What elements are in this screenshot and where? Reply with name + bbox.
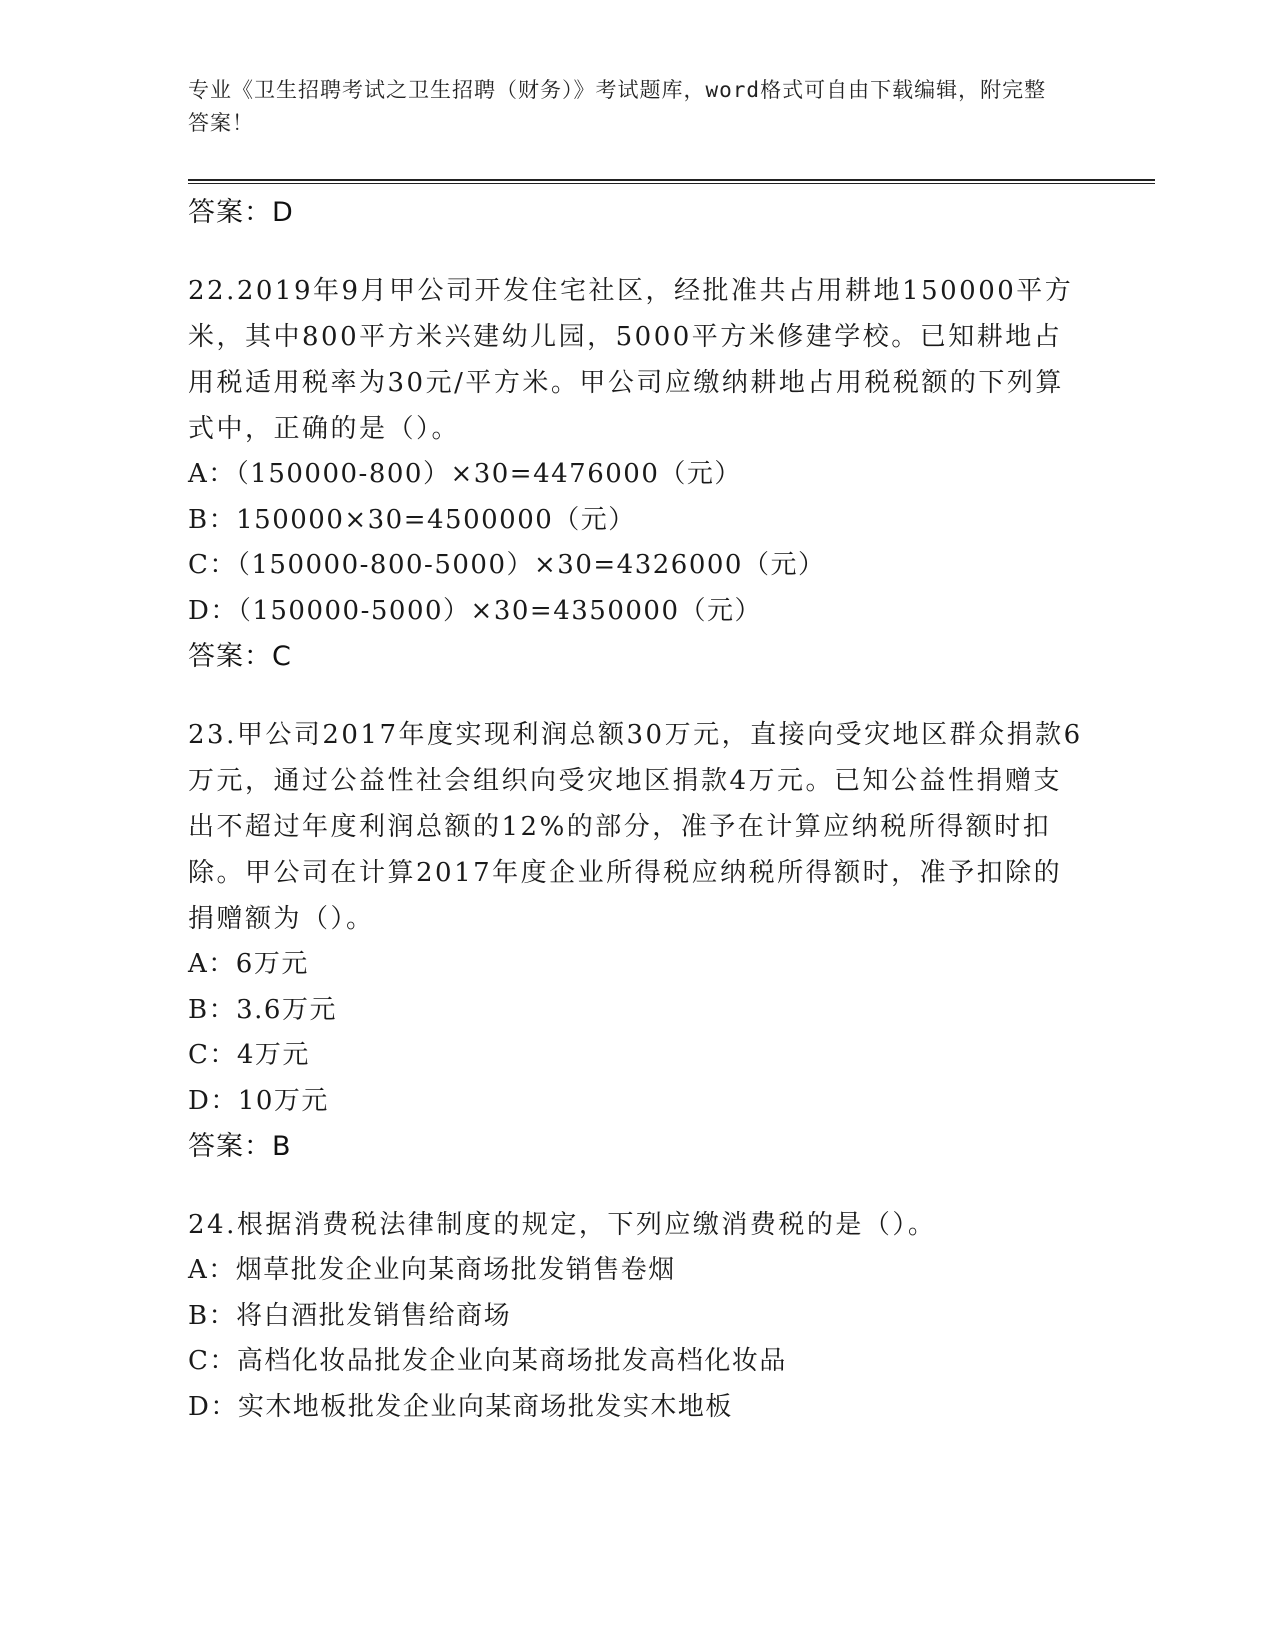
- header-divider-thin: [188, 183, 1155, 184]
- option-b: B：将白酒批发销售给商场: [188, 1300, 512, 1331]
- option-d: D：（150000-5000）×30=4350000（元）: [188, 595, 762, 626]
- option-a: A：6万元: [188, 949, 309, 979]
- option-d: D：10万元: [188, 1085, 329, 1116]
- question-23: [188, 712, 1088, 1170]
- option-d: D：实木地板批发企业向某商场批发实木地板: [188, 1391, 733, 1422]
- previous-answer: 答案：D: [188, 197, 294, 228]
- option-c: C：高档化妆品批发企业向某商场批发高档化妆品: [188, 1346, 787, 1376]
- page-header: 专业《卫生招聘考试之卫生招聘（财务）》考试题库，word格式可自由下载编辑，附完整答案！: [188, 78, 1047, 135]
- answer-line: 答案：C: [188, 641, 292, 672]
- answer-line: 答案：B: [188, 1131, 292, 1162]
- question-stem: 23.甲公司2017年度实现利润总额30万元，直接向受灾地区群众捐款6万元，通过公益性社会组织向受灾地区捐款4万元。已知公益性捐赠支出不超过年度利润总额的12%的部分，准予在计算应纳税所得额时扣除。甲公司在计算2017年度企业所得税应纳税所得额时，准予扣除的捐赠额为（）。: [188, 720, 1083, 934]
- question-stem: 24.根据消费税法律制度的规定，下列应缴消费税的是（）。: [188, 1210, 937, 1240]
- option-a: A：（150000-800）×30=4476000（元）: [188, 459, 742, 489]
- option-b: B：150000×30=4500000（元）: [188, 504, 636, 535]
- question-24: [188, 1202, 1088, 1430]
- question-list: [188, 190, 1088, 1430]
- header-divider-thick: [188, 179, 1155, 181]
- question-stem: 22.2019年9月甲公司开发住宅社区，经批准共占用耕地150000平方米，其中800平方米兴建幼儿园，5000平方米修建学校。已知耕地占用税适用税率为30元/平方米。甲公司应缴纳耕地占用税税额的下列算式中，正确的是（）。: [188, 276, 1074, 444]
- question-22: [188, 268, 1088, 680]
- option-c: C：4万元: [188, 1040, 310, 1070]
- option-a: A：烟草批发企业向某商场批发销售卷烟: [188, 1255, 676, 1285]
- option-c: C：（150000-800-5000）×30=4326000（元）: [188, 550, 826, 580]
- option-b: B：3.6万元: [188, 994, 337, 1025]
